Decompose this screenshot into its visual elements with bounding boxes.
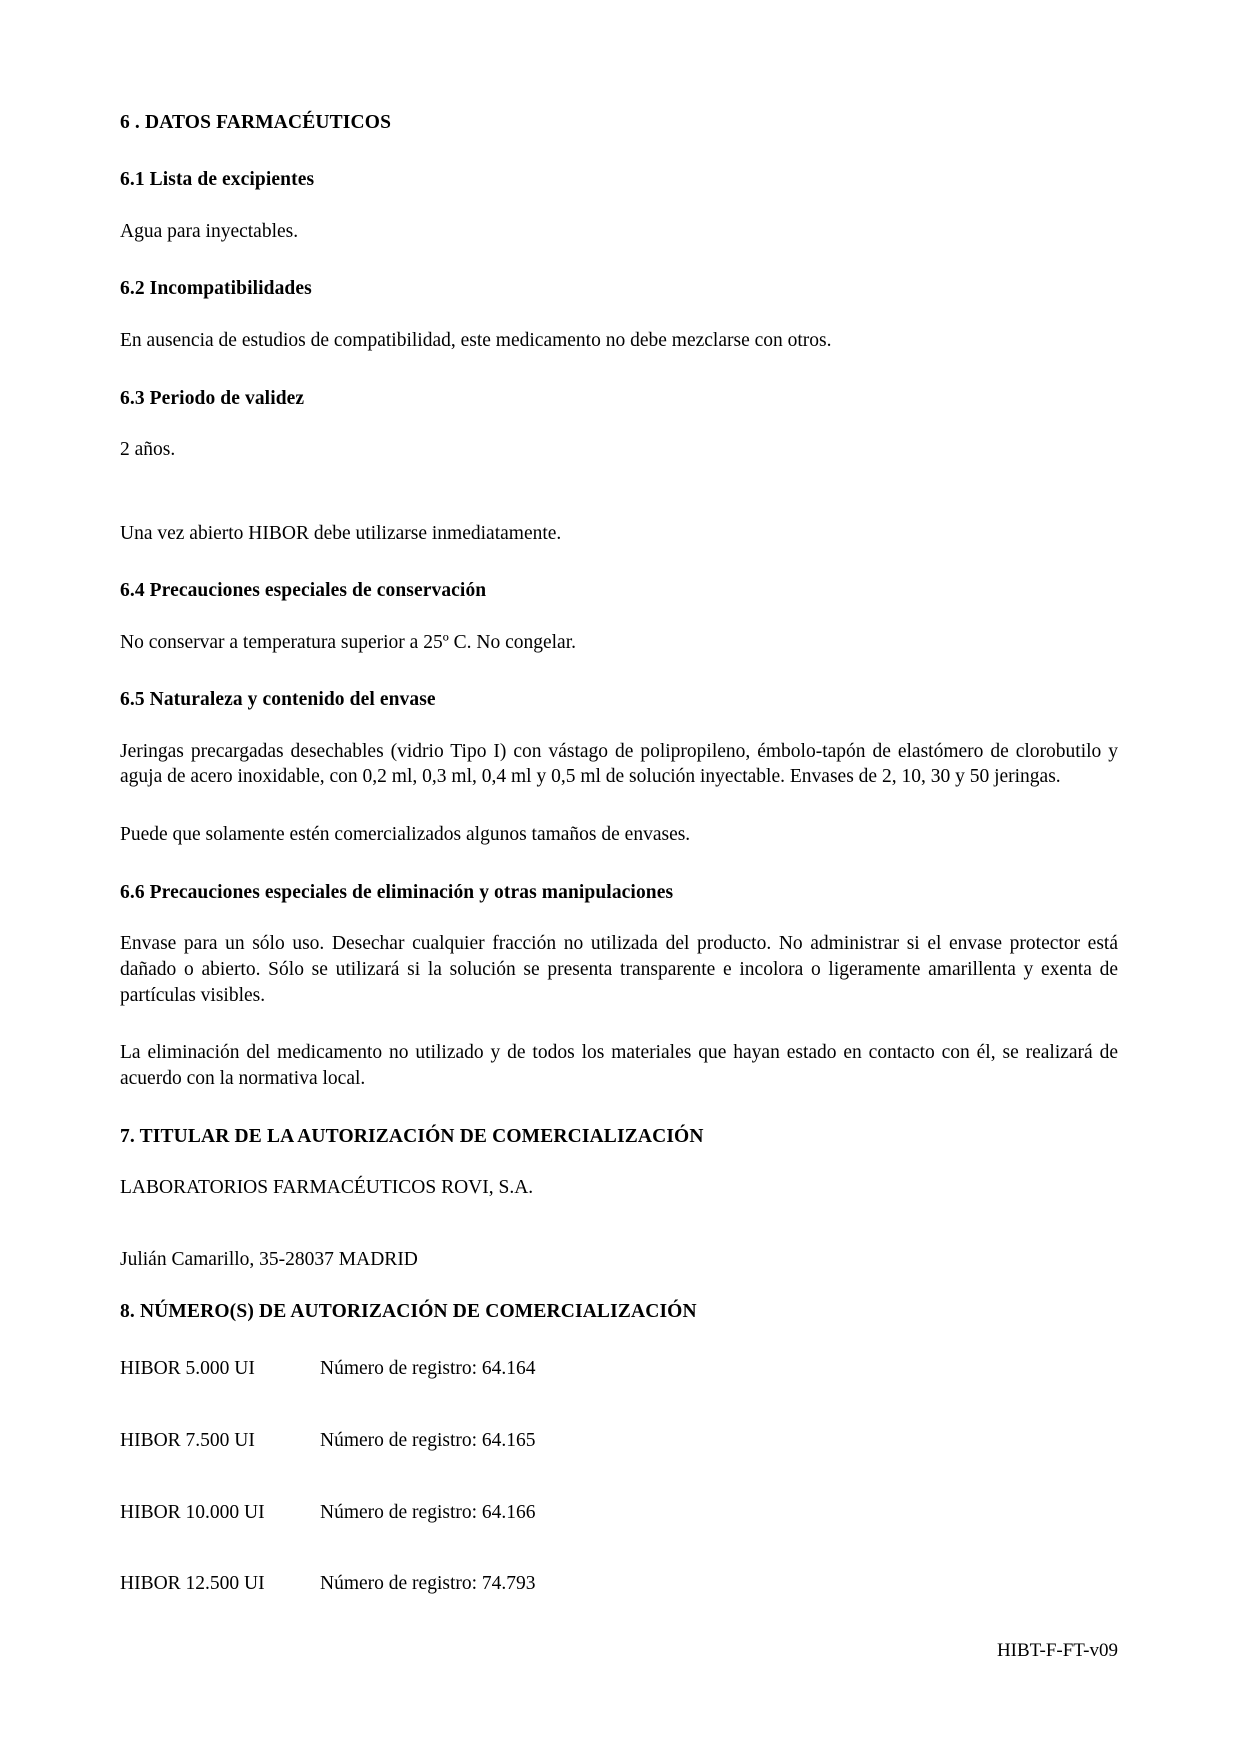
registration-number: Número de registro: 64.164	[320, 1358, 536, 1380]
spacer	[120, 1273, 1118, 1299]
spacer	[120, 1382, 1118, 1428]
marketing-authorisation-holder: LABORATORIOS FARMACÉUTICOS ROVI, S.A.	[120, 1177, 534, 1199]
section-8-heading: 8. NÚMERO(S) DE AUTORIZACIÓN DE COMERCIALIZACIÓN	[120, 1300, 697, 1322]
section-6-5-body-2: Puede que solamente estén comercializados algunos tamaños de envases.	[120, 824, 691, 846]
spacer	[120, 1454, 1118, 1500]
section-6-6-body-2: La eliminación del medicamento no utilizado y de todos los materiales que hayan estado en contacto con él, se realizará de acuerdo con la normativa local.	[120, 1042, 1118, 1090]
registration-row	[120, 1356, 1118, 1382]
section-6-title: 6 . DATOS FARMACÉUTICOS	[120, 112, 392, 133]
spacer	[120, 463, 1118, 521]
registration-number: Número de registro: 64.166	[320, 1501, 536, 1523]
section-6-6-heading: 6.6 Precauciones especiales de eliminación y otras manipulaciones	[120, 881, 674, 903]
registration-number: Número de registro: 74.793	[320, 1573, 536, 1595]
section-6-4-heading: 6.4 Precauciones especiales de conservación	[120, 580, 487, 602]
registration-product: HIBOR 12.500 UI	[120, 1573, 265, 1595]
spacer	[120, 193, 1118, 219]
section-7-heading: 7. TITULAR DE LA AUTORIZACIÓN DE COMERCIALIZACIÓN	[120, 1125, 704, 1147]
spacer	[120, 848, 1118, 880]
section-6-2-heading: 6.2 Incompatibilidades	[120, 278, 312, 300]
registration-product: HIBOR 10.000 UI	[120, 1501, 265, 1523]
spacer	[120, 354, 1118, 386]
registration-product: HIBOR 5.000 UI	[120, 1358, 255, 1380]
registration-product: HIBOR 7.500 UI	[120, 1429, 255, 1451]
section-6-3-body-2: Una vez abierto HIBOR debe utilizarse inmediatamente.	[120, 522, 562, 544]
spacer	[120, 604, 1118, 630]
spacer	[120, 302, 1118, 328]
section-6-6-body: Envase para un sólo uso. Desechar cualquier fracción no utilizada del producto. No administrar si el envase protector está dañado o abierto. Sólo se utilizará si la solución se presenta transparente e incolora o ligeramente amarillenta y exenta de partículas visibles.	[120, 933, 1118, 1006]
spacer	[120, 905, 1118, 931]
spacer	[120, 411, 1118, 437]
spacer	[120, 1092, 1118, 1124]
spacer	[120, 1324, 1118, 1356]
section-6-4-body: No conservar a temperatura superior a 25º C. No congelar.	[120, 631, 577, 653]
spacer	[120, 1525, 1118, 1571]
section-6-3-body: 2 años.	[120, 438, 176, 460]
section-6-5-heading: 6.5 Naturaleza y contenido del envase	[120, 689, 436, 711]
section-6-5-body: Jeringas precargadas desechables (vidrio Tipo I) con vástago de polipropileno, émbolo-tapón de elastómero de clorobutilo y aguja de acero inoxidable, con 0,2 ml, 0,3 ml, 0,4 ml y 0,5 ml de solución inyectable. Envases de 2, 10, 30 y 50 jeringas.	[120, 740, 1118, 788]
document-body	[120, 110, 1118, 1597]
spacer	[120, 244, 1118, 276]
registration-number: Número de registro: 64.165	[320, 1429, 536, 1451]
registration-row	[120, 1500, 1118, 1526]
section-6-1-heading: 6.1 Lista de excipientes	[120, 169, 315, 191]
spacer	[120, 1201, 1118, 1247]
registration-row	[120, 1428, 1118, 1454]
spacer	[120, 546, 1118, 578]
spacer	[120, 713, 1118, 739]
spacer	[120, 1008, 1118, 1040]
page-footer	[0, 1640, 1241, 1662]
section-6-2-body: En ausencia de estudios de compatibilidad, este medicamento no debe mezclarse con otros.	[120, 329, 832, 351]
footer-document-code: HIBT-F-FT-v09	[996, 1640, 1118, 1661]
section-6-3-heading: 6.3 Periodo de validez	[120, 387, 305, 409]
spacer	[120, 790, 1118, 822]
registration-row	[120, 1571, 1118, 1597]
spacer	[120, 135, 1118, 167]
spacer	[120, 655, 1118, 687]
spacer	[120, 1149, 1118, 1175]
marketing-authorisation-address: Julián Camarillo, 35-28037 MADRID	[120, 1249, 418, 1271]
section-6-1-body: Agua para inyectables.	[120, 220, 299, 242]
